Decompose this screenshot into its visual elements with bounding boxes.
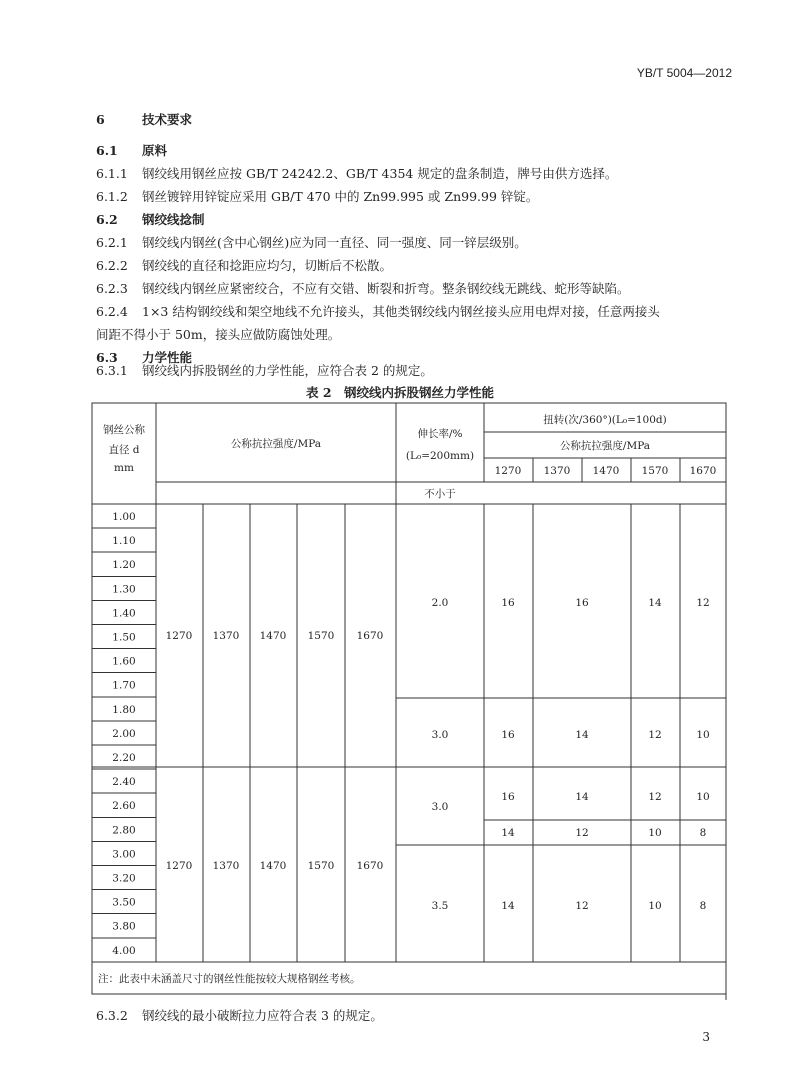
twist-value: 8 — [699, 827, 707, 839]
strength-value: 1570 — [307, 630, 335, 642]
clause-text: 1×3 结构钢绞线和架空地线不允许接头，其他类钢绞线内钢丝接头应用电焊对接，任意两接头 — [142, 304, 660, 319]
clause-text: 钢绞线用钢丝应按 GB/T 24242.2、GB/T 4354 规定的盘条制造，牌号由供方选择。 — [142, 166, 618, 181]
diameter-value: 2.80 — [112, 824, 136, 837]
twist-value: 14 — [575, 791, 589, 803]
twist-value: 10 — [648, 900, 662, 912]
diameter-value: 2.20 — [112, 752, 136, 764]
twist-grade: 1570 — [641, 465, 669, 477]
diameter-value: 1.40 — [112, 607, 136, 620]
section-number: 6 — [96, 112, 105, 127]
strength-value: 1670 — [356, 860, 384, 872]
clause-number: 6.2.3 — [96, 281, 128, 296]
clause-text: 钢丝镀锌用锌锭应采用 GB/T 470 中的 Zn99.995 或 Zn99.99 锌锭。 — [142, 189, 539, 204]
clause-text: 钢绞线内钢丝(含中心钢丝)应为同一直径、同一强度、同一锌层级别。 — [142, 235, 527, 250]
strength-value: 1670 — [356, 630, 384, 642]
header-col1-line3: mm — [114, 462, 134, 474]
diameter-value: 1.50 — [112, 631, 136, 644]
twist-value: 8 — [699, 900, 707, 912]
header-col1-line1: 钢丝公称 — [103, 424, 145, 436]
header-strength: 公称抗拉强度/MPa — [230, 438, 322, 450]
diameter-value: 2.00 — [112, 727, 136, 740]
strength-value: 1470 — [259, 630, 287, 642]
header-elongation: 伸长率/% — [417, 428, 463, 440]
twist-value: 12 — [575, 827, 589, 839]
diameter-value: 1.10 — [112, 535, 136, 548]
section-number: 6.3 — [96, 350, 118, 365]
clause-number: 6.3.1 — [96, 363, 128, 378]
twist-value: 12 — [648, 791, 662, 803]
twist-value: 12 — [575, 900, 589, 912]
diameter-value: 1.30 — [112, 583, 136, 596]
header-twist: 扭转(次/360°)(L₀=100d) — [543, 414, 667, 426]
twist-value: 12 — [696, 597, 710, 609]
diameter-value: 4.00 — [112, 944, 136, 957]
section-title: 技术要求 — [142, 112, 193, 127]
table-note: 注：此表中未涵盖尺寸的钢丝性能按较大规格钢丝考核。 — [98, 973, 361, 985]
strength-value: 1370 — [212, 860, 240, 872]
strength-value: 1470 — [259, 860, 287, 872]
diameter-value: 1.60 — [112, 655, 136, 668]
clause-number: 6.2.2 — [96, 258, 128, 273]
twist-value: 12 — [648, 729, 662, 741]
standard-number: YB/T 5004—2012 — [636, 66, 732, 80]
strength-value: 1270 — [165, 630, 193, 642]
clause-number: 6.3.2 — [96, 1008, 128, 1023]
diameter-value: 1.70 — [112, 679, 136, 692]
section-title: 原料 — [142, 143, 168, 158]
diameter-value: 1.00 — [112, 511, 136, 523]
min-label: 不小于 — [424, 488, 456, 500]
elongation-value: 3.5 — [431, 900, 449, 912]
diameter-value: 1.20 — [112, 559, 136, 572]
clause-text: 钢绞线的最小破断拉力应符合表 3 的规定。 — [142, 1008, 383, 1023]
twist-value: 16 — [501, 597, 515, 609]
header-twist-subhead: 公称抗拉强度/MPa — [559, 440, 651, 452]
elongation-value: 3.0 — [431, 801, 449, 813]
page-number: 3 — [702, 1030, 710, 1044]
twist-value: 10 — [648, 827, 662, 839]
diameter-value: 2.60 — [112, 800, 136, 813]
diameter-value: 3.20 — [112, 872, 136, 885]
elongation-value: 2.0 — [431, 597, 449, 609]
twist-value: 14 — [501, 900, 515, 912]
section-number: 6.2 — [96, 212, 118, 227]
strength-value: 1570 — [307, 860, 335, 872]
clause-text: 钢绞线内钢丝应紧密绞合，不应有交错、断裂和折弯。整条钢绞线无跳线、蛇形等缺陷。 — [142, 281, 630, 296]
twist-grade: 1270 — [494, 465, 522, 477]
clause-number: 6.1.2 — [96, 189, 128, 204]
diameter-value: 1.80 — [112, 703, 136, 716]
diameter-value: 3.00 — [112, 848, 136, 861]
strength-value: 1370 — [212, 630, 240, 642]
clause-text: 钢绞线内拆股钢丝的力学性能，应符合表 2 的规定。 — [142, 363, 433, 378]
twist-value: 14 — [575, 729, 589, 741]
clause-6-3-2 — [96, 1006, 383, 1024]
twist-grade: 1370 — [543, 465, 571, 477]
diameter-value: 2.40 — [112, 776, 136, 789]
clause-text: 间距不得小于 50m，接头应做防腐蚀处理。 — [96, 327, 341, 342]
section-title: 力学性能 — [142, 350, 193, 365]
clause-number: 6.2.4 — [96, 304, 128, 319]
table-caption: 表 2 钢绞线内拆股钢丝力学性能 — [305, 385, 495, 400]
twist-value: 10 — [696, 791, 710, 803]
section-number: 6.1 — [96, 143, 118, 158]
twist-value: 10 — [696, 729, 710, 741]
clause-text: 钢绞线的直径和捻距应均匀，切断后不松散。 — [142, 258, 393, 273]
clause-number: 6.1.1 — [96, 166, 128, 181]
twist-grade: 1670 — [689, 465, 717, 477]
strength-value: 1270 — [165, 860, 193, 872]
diameter-value: 3.50 — [112, 896, 136, 909]
elongation-value: 3.0 — [431, 729, 449, 741]
header-col1-line2: 直径 d — [108, 444, 140, 456]
twist-value: 16 — [575, 597, 589, 609]
clause-number: 6.2.1 — [96, 235, 128, 250]
diameter-value: 3.80 — [112, 920, 136, 933]
header-elongation-gauge: (L₀=200mm) — [405, 450, 475, 462]
twist-value: 14 — [501, 827, 515, 839]
twist-grade: 1470 — [592, 465, 620, 477]
twist-value: 16 — [501, 729, 515, 741]
twist-value: 16 — [501, 791, 515, 803]
section-title: 钢绞线捻制 — [142, 212, 205, 227]
twist-value: 14 — [648, 597, 662, 609]
